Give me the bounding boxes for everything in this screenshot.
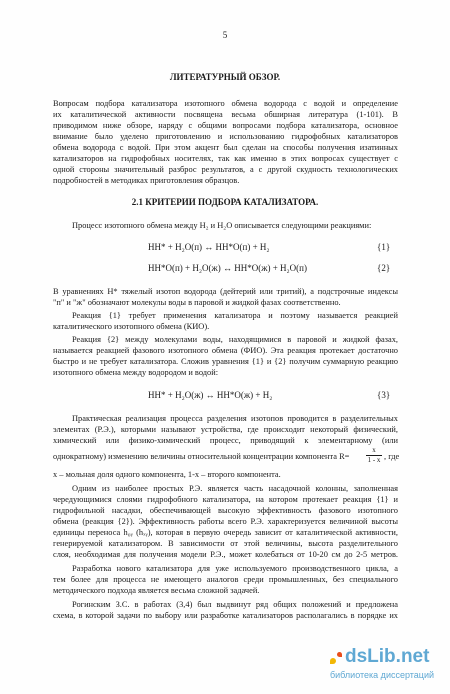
fraction-denominator: 1 - х [367, 456, 381, 464]
watermark-caption: библиотека диссертаций [330, 670, 435, 680]
text-line: обмена (реакция {2}). Эффективность работы всего Р.Э. характеризуется величиной высоты [53, 517, 398, 526]
text-line: , где [384, 452, 400, 461]
equation-1: НН* + Н₂О(п) ↔ НН*О(п) + Н₂ [148, 242, 270, 252]
equation-3: НН* + Н₂О(ж) ↔ НН*О(ж) + Н₂ [148, 390, 273, 400]
text-line: изотопного обмена между водородом и водой: [53, 368, 219, 377]
text-line: Реакция {2} между молекулами воды, находящимися в паровой и жидкой фазах, [72, 335, 398, 344]
text-line: элементах (Р.Э.), которыми называют устройства, где происходит некоторый физический, [53, 425, 398, 434]
text-line: генерируемой катализатором. В зависимости от этой величины, высота разделительного [53, 539, 398, 548]
fraction-numerator: х [372, 446, 376, 454]
logo-mark-icon [330, 658, 336, 664]
text-line: приводимом ниже обзоре, наряду с общими вопросами подбора катализатора, основное [53, 121, 398, 130]
text-line: Реакция {1} требует применения катализатора и поэтому называется реакцией [72, 311, 398, 320]
page-number: 5 [222, 30, 228, 40]
text-line: гидрофильной насадки, обеспечивающей высокую эффективность фазового изотопного [53, 506, 398, 515]
text-line: методического подхода является весьма сложной задачей. [53, 586, 260, 595]
text-line: однократному) изменению величины относительной концентрации компонента R= [53, 452, 350, 461]
text-line: Практическая реализация процесса разделения изотопов проводится в разделительных [72, 414, 398, 423]
text-line: химический или физико-химический процесс, приводящий к элементарному (или [53, 436, 398, 445]
text-line: х – мольная доля одного компонента, 1-х – второго компонента. [53, 470, 281, 479]
text-line: называется реакцией фазового изотопного обмена (ФИО). Эта реакция протекает достаточно [53, 346, 398, 355]
paragraph-process: Процесс изотопного обмена между Н₂ и Н₂О описывается следующими реакциями: [72, 221, 372, 230]
text-line: обмена водорода с водой. При этом акцент был сделан на способы получения изатинных [53, 143, 398, 152]
text-line: Вопросам подбора катализатора изотопного обмена водорода с водой и определение [53, 99, 398, 108]
section-heading-review: ЛИТЕРАТУРНЫЙ ОБЗОР. [169, 72, 281, 82]
text-line: подробностей в методиках приготовления образцов. [53, 176, 240, 185]
equation-1-number: {1} [377, 242, 391, 252]
equation-2: НН*О(п) + Н₂О(ж) ↔ НН*О(ж) + Н₂О(п) [148, 263, 307, 273]
text-line: быстро и не требует катализатора. Сложив уравнения {1} и {2} получим суммарную реакцию [53, 357, 398, 366]
text-line: внимание было уделено приготовлению и использованию гидрофобных катализаторов [53, 132, 398, 141]
text-line: чередующимися слоями гидрофобного катализатора, на котором протекает реакция {1} и [53, 495, 398, 504]
text-line: их каталитической активности посвящена весьма обширная литература (1-101). В [53, 110, 398, 119]
logo-mark-icon [337, 652, 342, 657]
section-heading-criteria: 2.1 КРИТЕРИИ ПОДБОРА КАТАЛИЗАТОРА. [131, 197, 319, 207]
equation-3-number: {3} [377, 390, 391, 400]
text-line: слоя, необходимая для получения модели Р.Э., может колебаться от 10-20 см до 2-5 метров. [53, 550, 398, 559]
equation-2-number: {2} [377, 263, 391, 273]
text-line: катализаторов на гидрофобных носителях, так как именно в этих вопросах существует с [53, 154, 398, 163]
text-line: В уравнениях Н* тяжелый изотоп водорода (дейтерий или тритий), а подстрочные индексы [53, 287, 398, 296]
text-line: единицы переноса h₀ᵧ (hₓᵧ), которая в первую очередь зависит от каталитической активности, [53, 528, 398, 537]
text-line: "п" и "ж" обозначают молекулы воды в паровой и жидкой фазах соответственно. [53, 298, 341, 307]
text-line: тем более для процесса не имеющего аналогов среди промышленных, без специального [53, 575, 398, 584]
text-line: Рогинским З.С. в работах (3,4) был выдвинут ряд общих положений и предложена [72, 600, 398, 609]
text-line: схема, в которой задачи по выбору или разработке катализаторов располагались в порядке их [53, 611, 398, 620]
text-line: каталитического изотопного обмена (КИО). [53, 322, 210, 331]
watermark-domain: dsLib.net [345, 646, 430, 667]
text-line: Разработка нового катализатора для уже используемого производственного цикла, а [72, 564, 398, 573]
text-line: одной стороны значительный разброс результатов, а с другой скудность технологических [53, 165, 398, 174]
text-line: Одним из наиболее простых Р.Э. является часть насадочной колонны, заполненная [72, 484, 398, 493]
